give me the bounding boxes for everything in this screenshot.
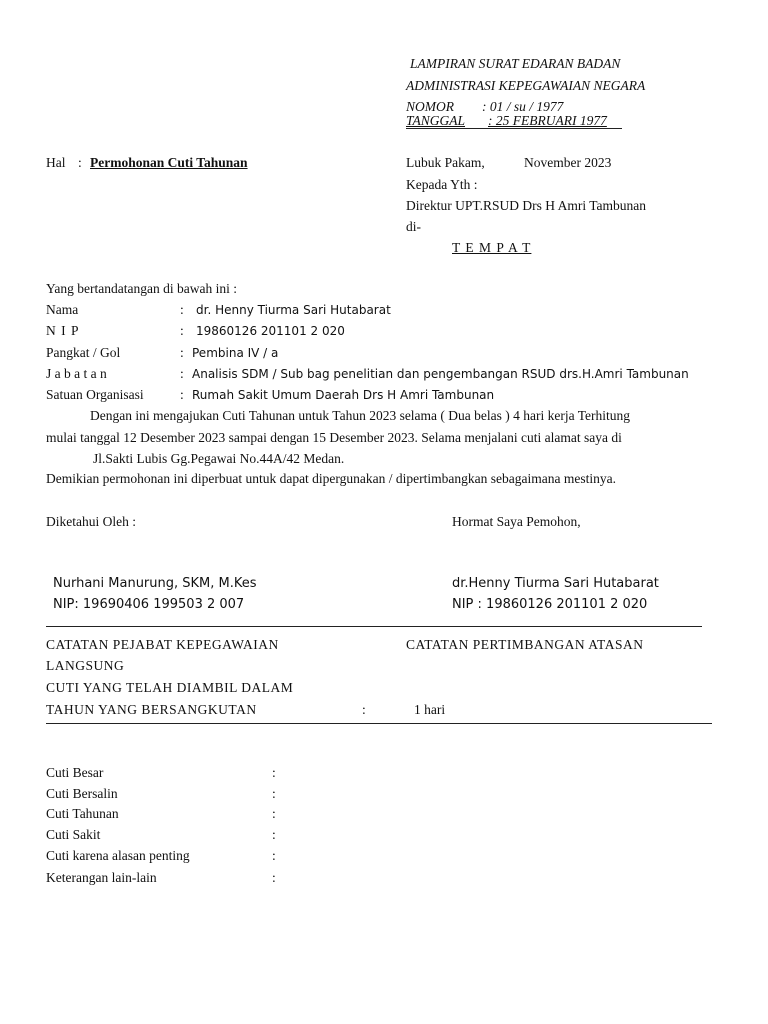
- leave-taken-value: 1 hari: [414, 702, 446, 717]
- acknowledger-nip: NIP: 19690406 199503 2 007: [53, 597, 245, 612]
- divider-1: [46, 626, 702, 627]
- field-label-nama: Nama: [46, 302, 79, 317]
- attachment-line-1: LAMPIRAN SURAT EDARAN BADAN: [410, 56, 621, 71]
- subject-label: Hal: [46, 155, 66, 170]
- leave-type-label-sakit: Cuti Sakit: [46, 827, 101, 842]
- field-colon-pangkat: :: [180, 345, 184, 360]
- notes-left-title-2: LANGSUNG: [46, 658, 125, 673]
- addressee-di: di-: [406, 219, 421, 234]
- leave-type-colon-sakit: :: [272, 827, 276, 842]
- attachment-line-2: ADMINISTRASI KEPEGAWAIAN NEGARA: [406, 78, 646, 93]
- leave-type-label-bersalin: Cuti Bersalin: [46, 786, 118, 801]
- leave-type-colon-besar: :: [272, 765, 276, 780]
- notes-right-title: CATATAN PERTIMBANGAN ATASAN: [406, 637, 644, 652]
- applicant-name: dr.Henny Tiurma Sari Hutabarat: [452, 576, 659, 591]
- addressee-recipient: Direktur UPT.RSUD Drs H Amri Tambunan: [406, 198, 647, 213]
- leave-type-label-penting: Cuti karena alasan penting: [46, 848, 190, 863]
- field-value-organisasi: Rumah Sakit Umum Daerah Drs H Amri Tambunan: [192, 388, 495, 402]
- subject-value: Permohonan Cuti Tahunan: [90, 155, 248, 170]
- attachment-nomor-label: NOMOR: [406, 99, 454, 114]
- letter-place: Lubuk Pakam,: [406, 155, 485, 170]
- field-colon-organisasi: :: [180, 387, 184, 402]
- addressee-tempat: T E M P A T: [452, 240, 532, 255]
- field-value-pangkat: Pembina IV / a: [192, 346, 279, 360]
- attachment-nomor-value: : 01 / su / 1977: [482, 99, 564, 114]
- leave-type-label-lain: Keterangan lain-lain: [46, 870, 157, 885]
- field-label-nip: N I P: [46, 323, 80, 338]
- field-label-organisasi: Satuan Organisasi: [46, 387, 144, 402]
- attachment-underline: [406, 128, 622, 129]
- attachment-tanggal-value: : 25 FEBRUARI 1977: [488, 113, 607, 128]
- acknowledged-by-label: Diketahui Oleh :: [46, 514, 136, 529]
- intro-text: Yang bertandatangan di bawah ini :: [46, 281, 237, 296]
- leave-type-label-besar: Cuti Besar: [46, 765, 104, 780]
- field-colon-jabatan: :: [180, 366, 184, 381]
- leave-taken-line-2: TAHUN YANG BERSANGKUTAN: [46, 702, 257, 717]
- letter-date: November 2023: [524, 155, 612, 170]
- field-value-nama: dr. Henny Tiurma Sari Hutabarat: [196, 303, 391, 317]
- field-label-pangkat: Pangkat / Gol: [46, 345, 121, 360]
- leave-type-colon-bersalin: :: [272, 786, 276, 801]
- body-line-3: Jl.Sakti Lubis Gg.Pegawai No.44A/42 Medan.: [93, 451, 345, 466]
- leave-taken-line-1: CUTI YANG TELAH DIAMBIL DALAM: [46, 680, 294, 695]
- body-line-2: mulai tanggal 12 Desember 2023 sampai dengan 15 Desember 2023. Selama menjalani cuti alamat saya di: [46, 430, 622, 445]
- applicant-nip: NIP : 19860126 201101 2 020: [452, 597, 648, 612]
- acknowledger-name: Nurhani Manurung, SKM, M.Kes: [53, 576, 257, 591]
- field-value-nip: 19860126 201101 2 020: [196, 324, 345, 338]
- attachment-tanggal-label: TANGGAL: [406, 113, 466, 128]
- leave-type-label-tahunan: Cuti Tahunan: [46, 806, 119, 821]
- body-line-1: Dengan ini mengajukan Cuti Tahunan untuk Tahun 2023 selama ( Dua belas ) 4 hari kerja Terhitung: [90, 408, 631, 423]
- leave-type-colon-lain: :: [272, 870, 276, 885]
- leave-type-colon-tahunan: :: [272, 806, 276, 821]
- subject-colon: :: [78, 155, 82, 170]
- leave-taken-colon: :: [362, 702, 366, 717]
- applicant-label: Hormat Saya Pemohon,: [452, 514, 581, 529]
- field-value-jabatan: Analisis SDM / Sub bag penelitian dan pengembangan RSUD drs.H.Amri Tambunan: [192, 367, 689, 381]
- notes-left-title-1: CATATAN PEJABAT KEPEGAWAIAN: [46, 637, 279, 652]
- field-label-jabatan: J a b a t a n: [46, 366, 107, 381]
- addressee-intro: Kepada Yth :: [406, 177, 478, 192]
- divider-2: [46, 723, 712, 724]
- field-colon-nama: :: [180, 302, 184, 317]
- body-line-4: Demikian permohonan ini diperbuat untuk dapat dipergunakan / dipertimbangkan sebagaimana mestinya.: [46, 471, 616, 486]
- leave-type-colon-penting: :: [272, 848, 276, 863]
- field-colon-nip: :: [180, 323, 184, 338]
